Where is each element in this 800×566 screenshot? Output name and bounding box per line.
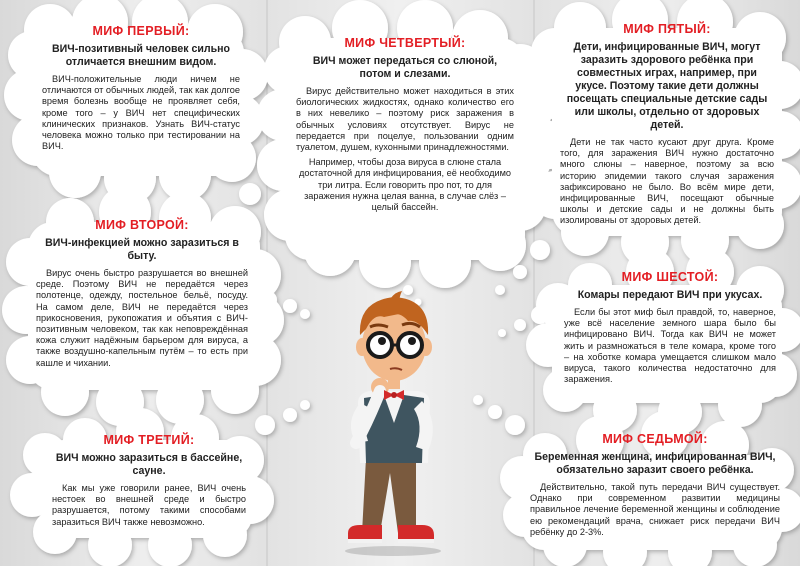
- myth-2-panel: [36, 218, 248, 373]
- myth-6-lead: Комары передают ВИЧ при укусах.: [577, 289, 763, 301]
- myth-4-lead: ВИЧ может передаться со слюной, потом и слезами.: [312, 55, 498, 80]
- myth-2-title: МИФ ВТОРОЙ:: [95, 218, 189, 232]
- myth-5-title: МИФ ПЯТЫЙ:: [623, 22, 711, 36]
- myth-7-lead: Беременная женщина, инфицированная ВИЧ, обязательно заразит своего ребёнка.: [534, 451, 776, 476]
- myth-2-text: Вирус очень быстро разрушается во внешней среде. Поэтому ВИЧ не передаётся через полотенце, одежду, постельное бельё, посуду. На самом деле, ВИЧ не передаётся через прикосновения, рукопожатия и объятия с ВИЧ-позитивным человеком, так как неповреждённая кожа служит надёжным барьером для вируса, а также воздушно-капельным путём – то есть при кашле и чихании.: [36, 268, 248, 368]
- myth-5-lead: Дети, инфицированные ВИЧ, могут заразить здорового ребёнка при совместных играх, например, при укусе. Поэтому такие дети должны посещать специальные детские сады или школы, отдельно от здоровых детей.: [566, 41, 768, 131]
- myth-3-panel: [52, 433, 246, 532]
- myth-5-text: Дети не так часто кусают друг друга. Кроме того, для заражения ВИЧ нужно достаточно много слюны – наверное, поэтому за всю историю эпидемии такого случая заражения зафиксировано не было. Во всём мире дети, инфицированные ВИЧ, посещают обычные школы и детские сады и не должны быть изолированы от здоровых детей.: [560, 137, 774, 226]
- myth-7-title: МИФ СЕДЬМОЙ:: [602, 432, 708, 446]
- myth-4-title: МИФ ЧЕТВЕРТЫЙ:: [344, 36, 466, 50]
- myth-6-title: МИФ ШЕСТОЙ:: [621, 270, 719, 284]
- myth-1-title: МИФ ПЕРВЫЙ:: [92, 24, 190, 38]
- myth-4-text-1: Вирус действительно может находиться в этих биологических жидкостях, однако количество его в них невелико – поэтому риск заражения в обычных условиях отсутствует. Вирус не передается при поцелуе, пользовании одним туалетом, душем, кухонными принадлежностями.: [296, 86, 514, 153]
- myth-7-text: Действительно, такой путь передачи ВИЧ существует. Однако при современном развитии медицины правильное лечение беременной женщины и соблюдение ею рекомендаций врача, снижает риск передачи ВИЧ ребёнку до 2-3%.: [530, 482, 780, 537]
- myth-3-text: Как мы уже говорили ранее, ВИЧ очень нестоек во внешней среде и быстро разрушается, потому такими способами заразиться ВИЧ также невозможно.: [52, 483, 246, 527]
- myth-6-text: Если бы этот миф был правдой, то, наверное, уже всё население земного шара было бы инфицировано ВИЧ. Тогда как ВИЧ не может жить и размножаться в теле комара, кроме того – на хоботке комара умещается слишком мало вируса, такого количества недостаточно для заражения.: [564, 307, 776, 385]
- myth-4-text-2: Например, чтобы доза вируса в слюне стала достаточной для инфицирования, её необходимо три литра. Если говорить про пот, то для заражения нужна целая ванна, в случае слёз – целый бассейн.: [298, 157, 511, 213]
- myth-3-title: МИФ ТРЕТИЙ:: [103, 433, 195, 447]
- myth-3-lead: ВИЧ можно заразиться в бассейне, сауне.: [55, 452, 243, 477]
- myth-1-lead: ВИЧ-позитивный человек сильно отличается внешним видом.: [52, 43, 230, 68]
- myth-1-text: ВИЧ-положительные люди ничем не отличаются от обычных людей, так как долгое время болезнь вообще не проявляет себя, кроме того – у ВИЧ нет специфических клинических признаков. Узнать ВИЧ-статус человека можно только при тестировании на ВИЧ.: [42, 74, 240, 152]
- myth-6-panel: [564, 270, 776, 389]
- myth-2-lead: ВИЧ-инфекцией можно заразиться в быту.: [45, 237, 239, 262]
- myth-4-panel: [296, 36, 514, 217]
- myth-1-panel: [42, 24, 240, 156]
- myth-7-panel: [530, 432, 780, 542]
- thinking-boy-illustration: [318, 283, 468, 558]
- myth-5-panel: [560, 22, 774, 231]
